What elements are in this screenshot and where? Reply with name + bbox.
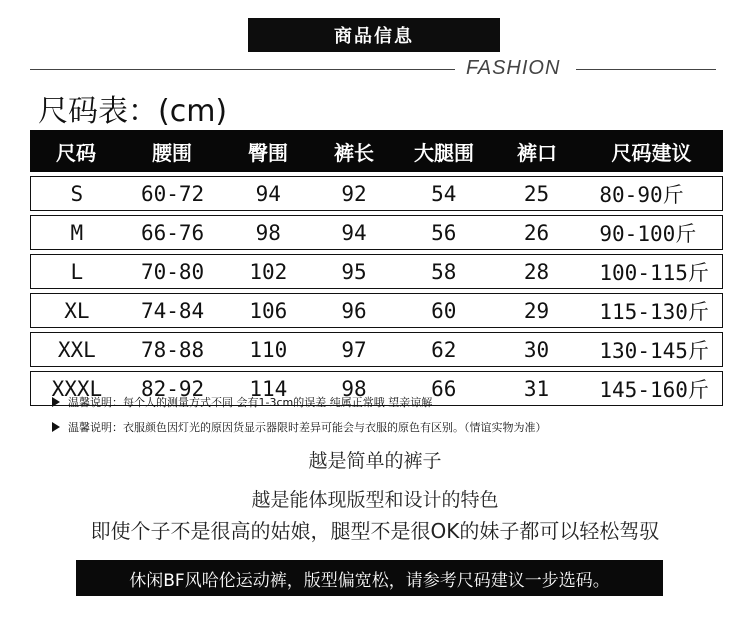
table-cell: 82-92 <box>140 376 205 401</box>
table-row <box>30 254 723 289</box>
size-table-header <box>30 130 723 172</box>
table-cell: XL <box>64 298 90 323</box>
fashion-tagline: FASHION <box>466 57 561 79</box>
table-cell: 100-115斤 <box>599 260 709 285</box>
header-title-bar <box>248 18 500 52</box>
table-cell: 28 <box>523 259 550 284</box>
note-measurement <box>52 394 432 410</box>
table-row <box>30 176 723 211</box>
table-cell: 66 <box>431 376 457 401</box>
column-header: 尺码 <box>56 140 96 165</box>
table-cell: 56 <box>431 220 457 245</box>
table-cell: 29 <box>523 298 550 323</box>
table-cell: 60-72 <box>140 181 205 206</box>
table-cell: S <box>70 181 84 206</box>
table-cell: 97 <box>341 337 367 362</box>
table-cell: 115-130斤 <box>599 299 709 324</box>
size-table-title: 尺码表：(cm) <box>38 94 228 129</box>
table-cell: XXL <box>57 337 96 362</box>
triangle-bullet-icon <box>52 422 60 432</box>
column-header: 裤长 <box>334 140 374 165</box>
table-cell: 92 <box>341 181 367 206</box>
table-row <box>30 332 723 367</box>
size-table <box>30 130 723 406</box>
triangle-bullet-icon <box>52 397 60 407</box>
divider-right <box>576 69 716 70</box>
table-cell: 98 <box>341 376 367 401</box>
table-cell: 26 <box>523 220 550 245</box>
table-row <box>30 293 723 328</box>
column-header: 大腿围 <box>414 140 474 165</box>
slogan-line-1: 越是简单的裤子 <box>308 450 442 472</box>
table-cell: 66-76 <box>140 220 205 245</box>
table-cell: 102 <box>249 259 288 284</box>
table-cell: L <box>70 259 84 284</box>
table-cell: 31 <box>523 376 550 401</box>
table-cell: 30 <box>523 337 550 362</box>
table-cell: 54 <box>431 181 457 206</box>
column-header: 臀围 <box>248 140 288 165</box>
table-cell: 78-88 <box>140 337 205 362</box>
table-cell: M <box>70 220 84 245</box>
header-title: 商品信息 <box>334 26 414 47</box>
note-color <box>52 419 547 435</box>
table-cell: 94 <box>255 181 281 206</box>
table-cell: 25 <box>523 181 550 206</box>
column-header: 尺码建议 <box>611 140 692 165</box>
table-row <box>30 215 723 250</box>
slogan-line-3: 即使个子不是很高的姑娘，腿型不是很OK的妹子都可以轻松驾驭 <box>90 519 660 543</box>
table-cell: 94 <box>341 220 367 245</box>
table-cell: 70-80 <box>140 259 205 284</box>
table-cell: 90-100斤 <box>599 221 697 246</box>
table-cell: 62 <box>431 337 457 362</box>
table-cell: 145-160斤 <box>599 377 709 402</box>
table-cell: 114 <box>249 376 288 401</box>
table-cell: 106 <box>249 298 288 323</box>
table-cell: 80-90斤 <box>599 182 684 207</box>
footer-text: 休闲BF风哈伦运动裤，版型偏宽松，请参考尺码建议一步选码。 <box>129 570 610 591</box>
table-cell: 74-84 <box>140 298 205 323</box>
table-cell: 60 <box>431 298 457 323</box>
table-cell: 58 <box>431 259 457 284</box>
table-cell: 130-145斤 <box>599 338 709 363</box>
table-cell: 95 <box>341 259 367 284</box>
note-text: 温馨说明：每个人的测量方式不同 会有1-3cm的误差 纯属正常哦 望亲谅解 <box>68 396 433 409</box>
table-cell: 96 <box>341 298 367 323</box>
footer-banner <box>76 560 663 596</box>
table-cell: 110 <box>249 337 288 362</box>
slogan-line-2: 越是能体现版型和设计的特色 <box>251 489 499 511</box>
table-cell: 98 <box>255 220 281 245</box>
note-text: 温馨说明：衣服颜色因灯光的原因货显示器限时差异可能会与衣服的原色有区别。（情谊实物为准） <box>68 421 547 434</box>
column-header: 腰围 <box>152 140 192 165</box>
divider-left <box>30 69 455 70</box>
column-header: 裤口 <box>517 140 557 165</box>
table-cell: XXXL <box>51 376 103 401</box>
